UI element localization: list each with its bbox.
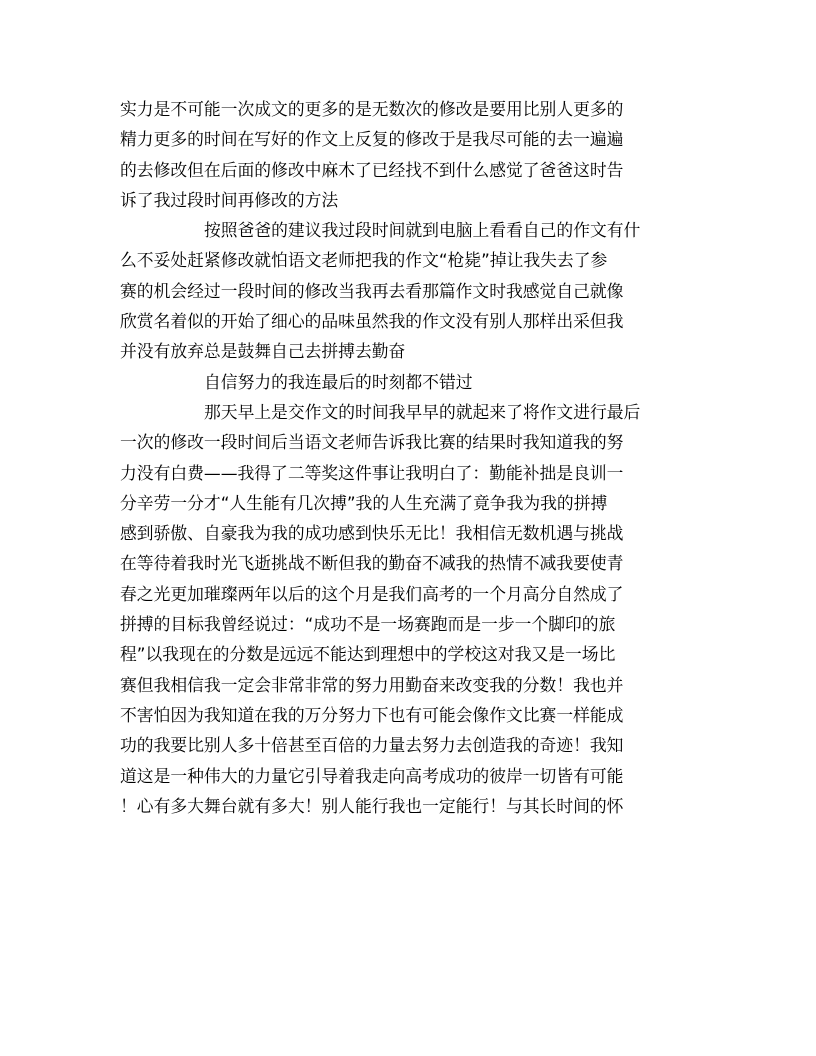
text-line: 不害怕因为我知道在我的万分努力下也有可能会像作文比赛一样能成 — [120, 704, 624, 725]
text-line: 诉了我过段时间再修改的方法 — [120, 189, 339, 210]
text-line: 么不妥处赶紧修改就怕语文老师把我的作文“枪毙”掉让我失去了参 — [120, 250, 608, 271]
text-line: 功的我要比别人多十倍甚至百倍的力量去努力去创造我的奇迹！我知 — [120, 735, 624, 756]
text-line: 欣赏名着似的开始了细心的品味虽然我的作文没有别人那样出采但我 — [120, 311, 624, 332]
text-line: 力没有白费——我得了二等奖这件事让我明白了：勤能补拙是良训一 — [120, 462, 624, 483]
text-line: 赛但我相信我一定会非常非常的努力用勤奋来改变我的分数！我也并 — [120, 674, 624, 695]
text-line: 实力是不可能一次成文的更多的是无数次的修改是要用比别人更多的 — [120, 99, 624, 119]
text-line: 感到骄傲、自豪我为我的成功感到快乐无比！我相信无数机遇与挑战 — [120, 523, 624, 544]
text-line: 程”以我现在的分数是远远不能达到理想中的学校这对我又是一场比 — [120, 644, 616, 665]
text-line: 那天早上是交作文的时间我早早的就起来了将作文进行最后 — [204, 401, 641, 422]
text-line: 道这是一种伟大的力量它引导着我走向高考成功的彼岸一切皆有可能 — [120, 765, 624, 786]
text-line: 按照爸爸的建议我过段时间就到电脑上看看自己的作文有什 — [204, 220, 641, 241]
text-line: 并没有放弃总是鼓舞自己去拼搏去勤奋 — [120, 341, 406, 362]
text-line: 自信努力的我连最后的时刻都不错过 — [204, 371, 473, 392]
text-line: 精力更多的时间在写好的作文上反复的修改于是我尽可能的去一遍遍 — [120, 129, 624, 150]
text-line: ！心有多大舞台就有多大！别人能行我也一定能行！与其长时间的怀 — [120, 795, 624, 816]
document-body — [120, 94, 700, 821]
text-line: 一次的修改一段时间后当语文老师告诉我比赛的结果时我知道我的努 — [120, 432, 624, 453]
text-line: 拼搏的目标我曾经说过：“成功不是一场赛跑而是一步一个脚印的旅 — [120, 614, 616, 635]
text-line: 春之光更加璀璨两年以后的这个月是我们高考的一个月高分自然成了 — [120, 583, 624, 604]
text-line: 在等待着我时光飞逝挑战不断但我的勤奋不减我的热情不减我要使青 — [120, 553, 624, 574]
text-line: 的去修改但在后面的修改中麻木了已经找不到什么感觉了爸爸这时告 — [120, 159, 624, 180]
text-line: 分辛劳一分才“人生能有几次搏”我的人生充满了竟争我为我的拼搏 — [120, 492, 608, 513]
text-line: 赛的机会经过一段时间的修改当我再去看那篇作文时我感觉自己就像 — [120, 280, 624, 301]
